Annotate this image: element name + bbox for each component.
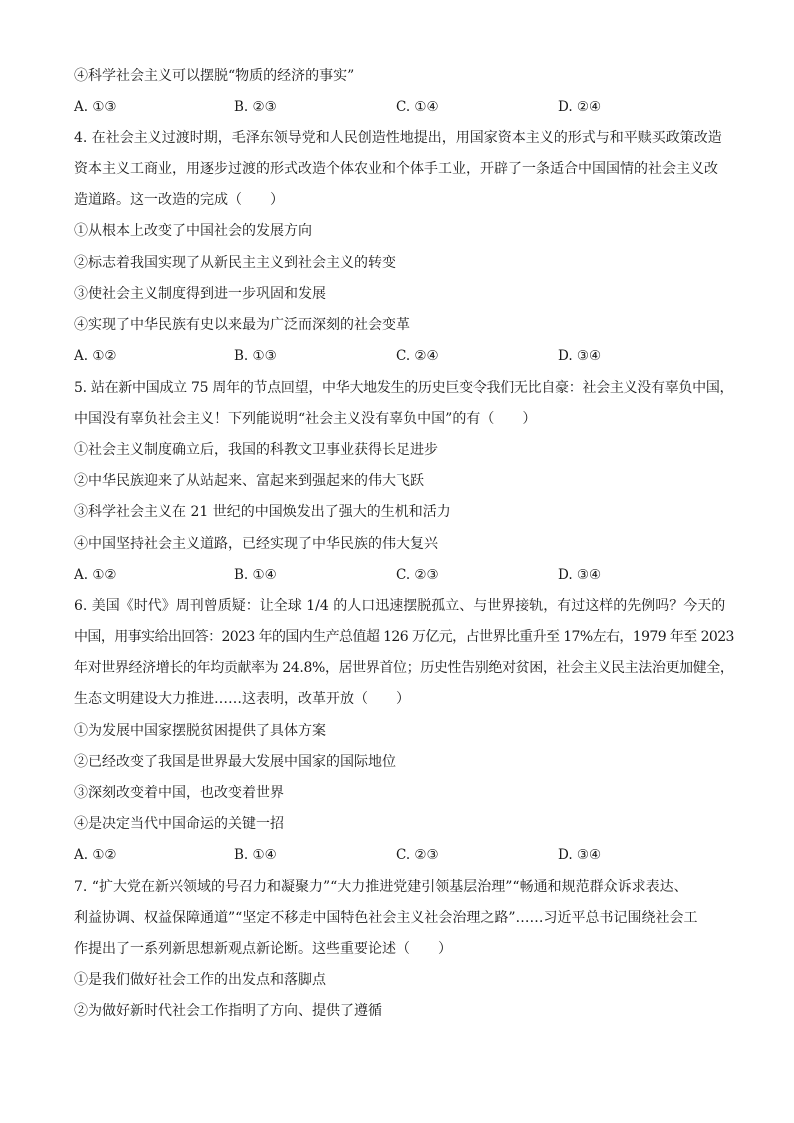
q7-stem-line-1: 7. “扩大党在新兴领域的号召力和凝聚力”“大力推进党建引领基层治理”“畅通和规范群众诉求表达、 bbox=[74, 879, 688, 895]
q5-option-c: C. ②③ bbox=[396, 567, 439, 583]
q6-stem-line-3: 年对世界经济增长的年均贡献率为 24.8%，居世界首位；历史性告别绝对贫困，社会主义民主法治更加健全， bbox=[74, 660, 734, 676]
q4-stem-line-1: 4. 在社会主义过渡时期，毛泽东领导党和人民创造性地提出，用国家资本主义的形式与和平赎买政策改造 bbox=[74, 130, 722, 146]
q4-stem-line-3: 造道路。这一改造的完成（ ） bbox=[74, 192, 284, 208]
q4-option-d: D. ③④ bbox=[558, 348, 602, 364]
q5-statement-1: ①社会主义制度确立后，我国的科教文卫事业获得长足进步 bbox=[74, 442, 438, 458]
q6-option-c: C. ②③ bbox=[396, 847, 439, 863]
q7-statement-1: ①是我们做好社会工作的出发点和落脚点 bbox=[74, 972, 326, 988]
q4-stem-line-2: 资本主义工商业，用逐步过渡的形式改造个体农业和个体手工业，开辟了一条适合中国国情的社会主义改 bbox=[74, 161, 718, 177]
q4-statement-4: ④实现了中华民族有史以来最为广泛而深刻的社会变革 bbox=[74, 317, 410, 333]
q7-stem-line-2: 利益协调、权益保障通道”“坚定不移走中国特色社会主义社会治理之路”……习近平总书记围绕社会工 bbox=[74, 910, 698, 926]
q5-statement-4: ④中国坚持社会主义道路，已经实现了中华民族的伟大复兴 bbox=[74, 536, 438, 552]
q4-option-a: A. ①② bbox=[74, 348, 117, 364]
q5-option-a: A. ①② bbox=[74, 567, 117, 583]
q5-option-d: D. ③④ bbox=[558, 567, 602, 583]
q3-option-a: A. ①③ bbox=[74, 99, 117, 115]
q5-stem-line-1: 5. 站在新中国成立 75 周年的节点回望，中华大地发生的历史巨变令我们无比自豪：社会主义没有辜负中国， bbox=[74, 380, 734, 396]
q6-statement-2: ②已经改变了我国是世界最大发展中国家的国际地位 bbox=[74, 754, 396, 770]
q3-options bbox=[74, 97, 734, 117]
q3-statement-4: ④科学社会主义可以摆脱“物质的经济的事实” bbox=[74, 68, 355, 84]
q3-option-d: D. ②④ bbox=[558, 99, 602, 115]
q4-option-b: B. ①③ bbox=[234, 348, 277, 364]
q6-statement-4: ④是决定当代中国命运的关键一招 bbox=[74, 816, 284, 832]
q4-statement-2: ②标志着我国实现了从新民主主义到社会主义的转变 bbox=[74, 255, 396, 271]
q4-statement-3: ③使社会主义制度得到进一步巩固和发展 bbox=[74, 286, 326, 302]
q3-option-b: B. ②③ bbox=[234, 99, 277, 115]
q6-statement-1: ①为发展中国家摆脱贫困提供了具体方案 bbox=[74, 723, 326, 739]
q5-options bbox=[74, 565, 734, 585]
q6-option-d: D. ③④ bbox=[558, 847, 602, 863]
q6-options bbox=[74, 845, 734, 865]
q6-stem-line-1: 6. 美国《时代》周刊曾质疑：让全球 1/4 的人口迅速摆脱孤立、与世界接轨，有过这样的先例吗？今天的 bbox=[74, 598, 726, 614]
q7-stem-line-3: 作提出了一系列新思想新观点新论断。这些重要论述（ ） bbox=[74, 941, 452, 957]
q5-statement-2: ②中华民族迎来了从站起来、富起来到强起来的伟大飞跃 bbox=[74, 473, 424, 489]
q5-option-b: B. ①④ bbox=[234, 567, 277, 583]
q6-stem-line-4: 生态文明建设大力推进……这表明，改革开放（ ） bbox=[74, 691, 410, 707]
q5-stem-line-2: 中国没有辜负社会主义！下列能说明“社会主义没有辜负中国”的有（ ） bbox=[74, 411, 537, 427]
q6-stem-line-2: 中国，用事实给出回答：2023 年的国内生产总值超 126 万亿元，占世界比重升至 17%左右，1979 年至 2023 bbox=[74, 629, 734, 645]
q7-statement-2: ②为做好新时代社会工作指明了方向、提供了遵循 bbox=[74, 1003, 382, 1019]
q4-option-c: C. ②④ bbox=[396, 348, 439, 364]
q6-option-a: A. ①② bbox=[74, 847, 117, 863]
q3-option-c: C. ①④ bbox=[396, 99, 439, 115]
q6-option-b: B. ①④ bbox=[234, 847, 277, 863]
q5-statement-3: ③科学社会主义在 21 世纪的中国焕发出了强大的生机和活力 bbox=[74, 504, 451, 520]
q4-statement-1: ①从根本上改变了中国社会的发展方向 bbox=[74, 223, 312, 239]
q6-statement-3: ③深刻改变着中国，也改变着世界 bbox=[74, 785, 284, 801]
q4-options bbox=[74, 346, 734, 366]
